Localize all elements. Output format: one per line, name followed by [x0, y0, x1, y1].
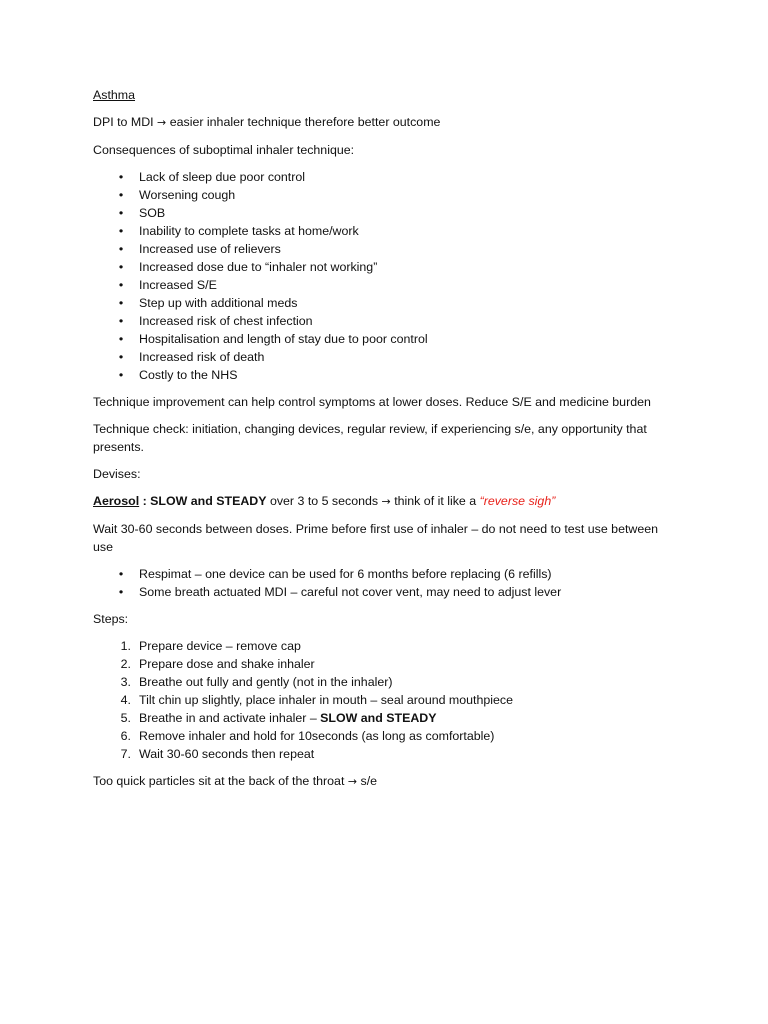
bullet-icon: •	[118, 206, 124, 220]
device-note-item	[93, 583, 668, 601]
bullet-icon: •	[118, 350, 124, 364]
step-number: 7.	[120, 747, 131, 761]
right-arrow-icon: →	[381, 495, 391, 508]
title-text: Asthma	[93, 88, 136, 102]
consequence-item	[93, 204, 668, 222]
consequence-item-text: Hospitalisation and length of stay due to poor control	[139, 332, 428, 346]
consequence-item-text: Increased S/E	[139, 278, 217, 292]
bullet-icon: •	[118, 278, 124, 292]
consequence-item	[93, 186, 668, 204]
bullet-icon: •	[118, 224, 124, 238]
consequence-item	[93, 348, 668, 366]
bullet-icon: •	[118, 242, 124, 256]
technique-check-paragraph: Technique check: initiation, changing devices, regular review, if experiencing s/e, any opportunity that presents.	[93, 422, 647, 454]
step-item	[93, 691, 668, 709]
aerosol-emphasis: SLOW and STEADY	[150, 494, 267, 508]
aerosol-separator: :	[139, 494, 151, 508]
aerosol-after: think of it like a	[390, 494, 480, 508]
consequence-item-text: Increased risk of chest infection	[139, 314, 313, 328]
device-note-item-text: Respimat – one device can be used for 6 months before replacing (6 refills)	[139, 567, 552, 581]
step-item	[93, 727, 668, 745]
step-text: Wait 30-60 seconds then repeat	[139, 747, 315, 761]
bullet-icon: •	[118, 188, 124, 202]
step-text: Tilt chin up slightly, place inhaler in mouth – seal around mouthpiece	[139, 693, 513, 707]
consequences-heading: Consequences of suboptimal inhaler technique:	[93, 143, 355, 157]
right-arrow-icon: →	[157, 116, 167, 129]
technique-improvement-paragraph: Technique improvement can help control symptoms at lower doses. Reduce S/E and medicine burden	[93, 395, 651, 409]
bullet-icon: •	[118, 314, 124, 328]
document-body	[93, 86, 668, 800]
step-text: Breathe out fully and gently (not in the inhaler)	[139, 675, 393, 689]
consequence-item	[93, 330, 668, 348]
step-item	[93, 673, 668, 691]
consequence-item	[93, 168, 668, 186]
consequence-item	[93, 294, 668, 312]
bullet-icon: •	[118, 368, 124, 382]
step-text: Remove inhaler and hold for 10seconds (as long as comfortable)	[139, 729, 495, 743]
step-text: Prepare dose and shake inhaler	[139, 657, 315, 671]
step-item	[93, 745, 668, 763]
bullet-icon: •	[118, 170, 124, 184]
consequence-item-text: Lack of sleep due poor control	[139, 170, 306, 184]
step-number: 1.	[120, 639, 131, 653]
step-number: 3.	[120, 675, 131, 689]
consequence-item	[93, 312, 668, 330]
consequence-item-text: Increased use of relievers	[139, 242, 281, 256]
aerosol-middle: over 3 to 5 seconds	[266, 494, 382, 508]
step-text: Prepare device – remove cap	[139, 639, 301, 653]
aerosol-label: Aerosol	[93, 494, 140, 508]
bullet-icon: •	[118, 260, 124, 274]
closing-line	[93, 772, 668, 791]
steps-list	[93, 637, 668, 763]
consequence-item-text: Costly to the NHS	[139, 368, 238, 382]
page-title	[93, 86, 668, 104]
step-number: 5.	[120, 711, 131, 725]
device-note-item-text: Some breath actuated MDI – careful not cover vent, may need to adjust lever	[139, 585, 562, 599]
step-number: 4.	[120, 693, 131, 707]
consequence-item-text: Worsening cough	[139, 188, 236, 202]
devises-heading: Devises:	[93, 467, 141, 481]
consequence-item	[93, 276, 668, 294]
closing-after: s/e	[357, 774, 378, 788]
consequence-item	[93, 222, 668, 240]
aerosol-line	[93, 492, 668, 511]
consequence-item-text: Inability to complete tasks at home/work	[139, 224, 359, 238]
device-note-item	[93, 565, 668, 583]
step-item	[93, 637, 668, 655]
right-arrow-icon: →	[347, 775, 358, 788]
bullet-icon: •	[118, 296, 124, 310]
dpi-line-after: easier inhaler technique therefore better outcome	[169, 115, 441, 129]
step-number: 6.	[120, 729, 131, 743]
consequence-item-text: SOB	[139, 206, 166, 220]
consequence-item-text: Increased dose due to “inhaler not working”	[139, 260, 378, 274]
step-item	[93, 655, 668, 673]
reverse-sigh-quote: “reverse sigh”	[479, 494, 556, 508]
dpi-line	[93, 113, 668, 132]
consequence-item	[93, 258, 668, 276]
consequence-item	[93, 240, 668, 258]
closing-before: Too quick particles sit at the back of the throat	[93, 774, 348, 788]
consequence-item	[93, 366, 668, 384]
step-item	[93, 709, 668, 727]
wait-paragraph: Wait 30-60 seconds between doses. Prime before first use of inhaler – do not need to test use between use	[93, 522, 659, 554]
step-number: 2.	[120, 657, 131, 671]
consequences-list	[93, 168, 668, 384]
device-notes-list	[93, 565, 668, 601]
bullet-icon: •	[118, 567, 124, 581]
bullet-icon: •	[118, 332, 124, 346]
consequence-item-text: Step up with additional meds	[139, 296, 298, 310]
bullet-icon: •	[118, 585, 124, 599]
consequence-item-text: Increased risk of death	[139, 350, 265, 364]
step-text: Breathe in and activate inhaler –	[139, 711, 321, 725]
step-emphasis: SLOW and STEADY	[320, 711, 437, 725]
dpi-line-before: DPI to MDI	[93, 115, 154, 129]
steps-heading: Steps:	[93, 612, 129, 626]
